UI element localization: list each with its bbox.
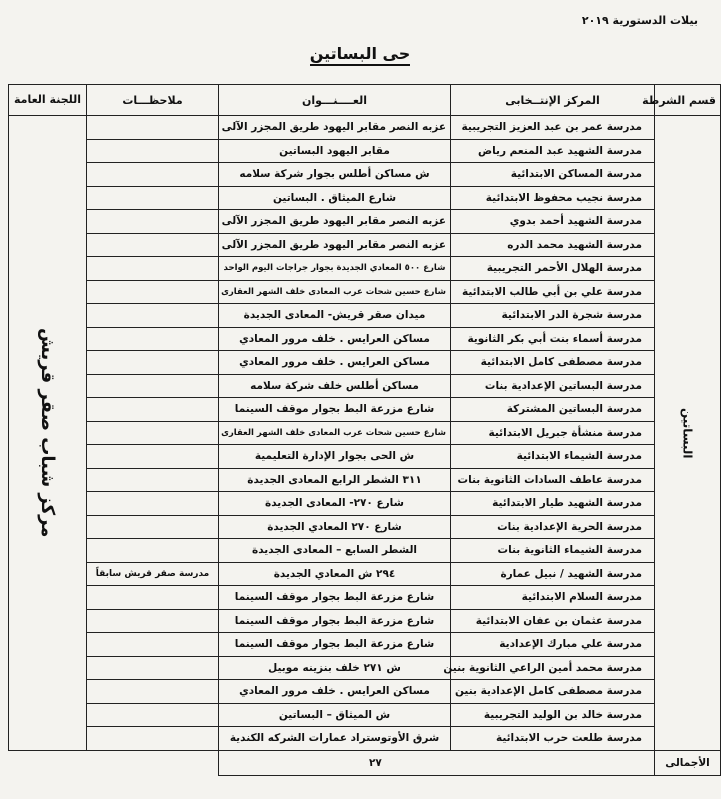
address-cell: عزبه النصر مقابر اليهود طريق المجزر الآلى [219, 116, 451, 140]
notes-cell [87, 351, 219, 375]
notes-cell [87, 468, 219, 492]
notes-cell [87, 163, 219, 187]
table-row [9, 327, 721, 351]
address-cell: شارع الميثاق . البساتين [219, 186, 451, 210]
table-row [9, 633, 721, 657]
address-cell: ش ٢٧١ خلف بنزينه موبيل [219, 656, 451, 680]
notes-cell [87, 398, 219, 422]
center-cell: مدرسة مصطفى كامل الابتدائية [451, 351, 655, 375]
police-station-cell [655, 116, 721, 751]
center-cell: مدرسة نجيب محفوظ الابتدائية [451, 186, 655, 210]
address-cell: مساكن العرايس . خلف مرور المعادي [219, 327, 451, 351]
center-cell: مدرسة الحرية الإعدادية بنات [451, 515, 655, 539]
header-police: قسم الشرطة [655, 85, 721, 116]
center-cell: مدرسة الهلال الأحمر التجريبية [451, 257, 655, 281]
address-cell: عزبه النصر مقابر اليهود طريق المجزر الآلى [219, 210, 451, 234]
address-cell: شارع ٥٠٠ المعادي الجديدة بجوار جراجات اليوم الواحد [219, 257, 451, 281]
table-row [9, 163, 721, 187]
notes-cell [87, 492, 219, 516]
center-cell: مدرسة عاطف السادات الثانوية بنات [451, 468, 655, 492]
center-cell: مدرسة علي بن أبي طالب الابتدائية [451, 280, 655, 304]
notes-cell [87, 280, 219, 304]
notes-cell [87, 515, 219, 539]
center-cell: مدرسة البساتين الإعدادية بنات [451, 374, 655, 398]
table-row [9, 656, 721, 680]
center-cell: مدرسة الشيماء الابتدائية [451, 445, 655, 469]
center-cell: مدرسة المساكن الابتدائية [451, 163, 655, 187]
notes-cell [87, 727, 219, 751]
police-station-label: البساتين [680, 407, 695, 458]
table-row [9, 139, 721, 163]
notes-cell [87, 139, 219, 163]
notes-cell [87, 210, 219, 234]
center-cell: مدرسة البساتين المشتركة [451, 398, 655, 422]
address-cell: عزبه النصر مقابر اليهود طريق المجزر الآلى [219, 233, 451, 257]
notes-cell [87, 445, 219, 469]
address-cell: ٢٩٤ ش المعادي الجديدة [219, 562, 451, 586]
table-row [9, 492, 721, 516]
table-row [9, 680, 721, 704]
table-row [9, 351, 721, 375]
committee-label: مركز شباب صقر قريش [37, 328, 58, 538]
committee-cell [9, 116, 87, 751]
table-row [9, 515, 721, 539]
center-cell: مدرسة السلام الابتدائية [451, 586, 655, 610]
table-row [9, 727, 721, 751]
table-row [9, 586, 721, 610]
title-text: حى البساتين [310, 44, 411, 66]
notes-cell [87, 257, 219, 281]
center-cell: مدرسة أسماء بنت أبي بكر الثانوية [451, 327, 655, 351]
header-note: بيلات الدستورية ٢٠١٩ [581, 14, 698, 27]
notes-cell [87, 327, 219, 351]
address-cell: مساكن أطلس خلف شركة سلامه [219, 374, 451, 398]
total-empty-cell [9, 750, 219, 775]
header-notes: ملاحظـــات [87, 85, 219, 116]
notes-cell [87, 374, 219, 398]
center-cell: مدرسة محمد أمين الراعي الثانوية بنين [451, 656, 655, 680]
table-row [9, 539, 721, 563]
table-row [9, 421, 721, 445]
center-cell: مدرسة عثمان بن عفان الابتدائية [451, 609, 655, 633]
center-cell: مدرسة الشهيد عبد المنعم رياض [451, 139, 655, 163]
center-cell: مدرسة عمر بن عبد العزيز التجريبية [451, 116, 655, 140]
address-cell: شارع ٢٧٠ المعادي الجديدة [219, 515, 451, 539]
table-row [9, 116, 721, 140]
notes-cell [87, 186, 219, 210]
notes-cell [87, 304, 219, 328]
table-row [9, 304, 721, 328]
table-row [9, 468, 721, 492]
center-cell: مدرسة الشهيد / نبيل عمارة [451, 562, 655, 586]
address-cell: مساكن العرايس . خلف مرور المعادي [219, 351, 451, 375]
total-count: ٢٧ [219, 750, 655, 775]
address-cell: شارع حسين شحات عرب المعادى خلف الشهر العقارى [219, 421, 451, 445]
notes-cell [87, 586, 219, 610]
notes-cell [87, 633, 219, 657]
center-cell: مدرسة منشأة جبريل الابتدائية [451, 421, 655, 445]
notes-cell [87, 680, 219, 704]
notes-cell [87, 233, 219, 257]
table-row [9, 398, 721, 422]
header-center: المركز الإنتــخابى [451, 85, 655, 116]
center-cell: مدرسة طلعت حرب الابتدائية [451, 727, 655, 751]
center-cell: مدرسة الشيماء الثانوية بنات [451, 539, 655, 563]
notes-cell: مدرسة صقر قريش سابقاً [87, 562, 219, 586]
address-cell: شرق الأوتوستراد عمارات الشركه الكندية [219, 727, 451, 751]
center-cell: مدرسة مصطفى كامل الإعدادية بنين [451, 680, 655, 704]
address-cell: ش الحى بجوار الإدارة التعليمية [219, 445, 451, 469]
table-row [9, 445, 721, 469]
center-cell: مدرسة الشهيد محمد الدره [451, 233, 655, 257]
address-cell: شارع ٢٧٠- المعادى الجديدة [219, 492, 451, 516]
page-title [0, 44, 720, 63]
center-cell: مدرسة شجرة الدر الابتدائية [451, 304, 655, 328]
center-cell: مدرسة الشهيد طيار الابتدائية [451, 492, 655, 516]
address-cell: مقابر اليهود البساتين [219, 139, 451, 163]
table-row [9, 210, 721, 234]
polling-centers-table [8, 84, 721, 776]
address-cell: ميدان صقر قريش- المعادى الجديدة [219, 304, 451, 328]
address-cell: شارع مزرعة البط بجوار موقف السينما [219, 398, 451, 422]
table-row [9, 562, 721, 586]
table-row [9, 374, 721, 398]
table-row [9, 609, 721, 633]
notes-cell [87, 609, 219, 633]
total-row [9, 750, 721, 775]
notes-cell [87, 656, 219, 680]
notes-cell [87, 539, 219, 563]
address-cell: شارع مزرعة البط بجوار موقف السينما [219, 586, 451, 610]
address-cell: شارع حسين شحات عرب المعادى خلف الشهر العقارى [219, 280, 451, 304]
table-row [9, 233, 721, 257]
header-address: العــــنـــوان [219, 85, 451, 116]
notes-cell [87, 703, 219, 727]
address-cell: شارع مزرعة البط بجوار موقف السينما [219, 633, 451, 657]
table-row [9, 186, 721, 210]
table-header-row [9, 85, 721, 116]
table-row [9, 703, 721, 727]
address-cell: ش مساكن أطلس بجوار شركة سلامه [219, 163, 451, 187]
address-cell: ٣١١ الشطر الرابع المعادى الجديدة [219, 468, 451, 492]
total-label: الأجمالى [655, 750, 721, 775]
address-cell: ش الميثاق – البساتين [219, 703, 451, 727]
notes-cell [87, 421, 219, 445]
center-cell: مدرسة علي مبارك الإعدادية [451, 633, 655, 657]
notes-cell [87, 116, 219, 140]
table-row [9, 280, 721, 304]
address-cell: شارع مزرعة البط بجوار موقف السينما [219, 609, 451, 633]
address-cell: مساكن العرايس . خلف مرور المعادي [219, 680, 451, 704]
header-committee: اللجنة العامة [9, 85, 87, 116]
center-cell: مدرسة الشهيد أحمد بدوي [451, 210, 655, 234]
table-row [9, 257, 721, 281]
address-cell: الشطر السابع – المعادى الجديدة [219, 539, 451, 563]
center-cell: مدرسة خالد بن الوليد التجريبية [451, 703, 655, 727]
